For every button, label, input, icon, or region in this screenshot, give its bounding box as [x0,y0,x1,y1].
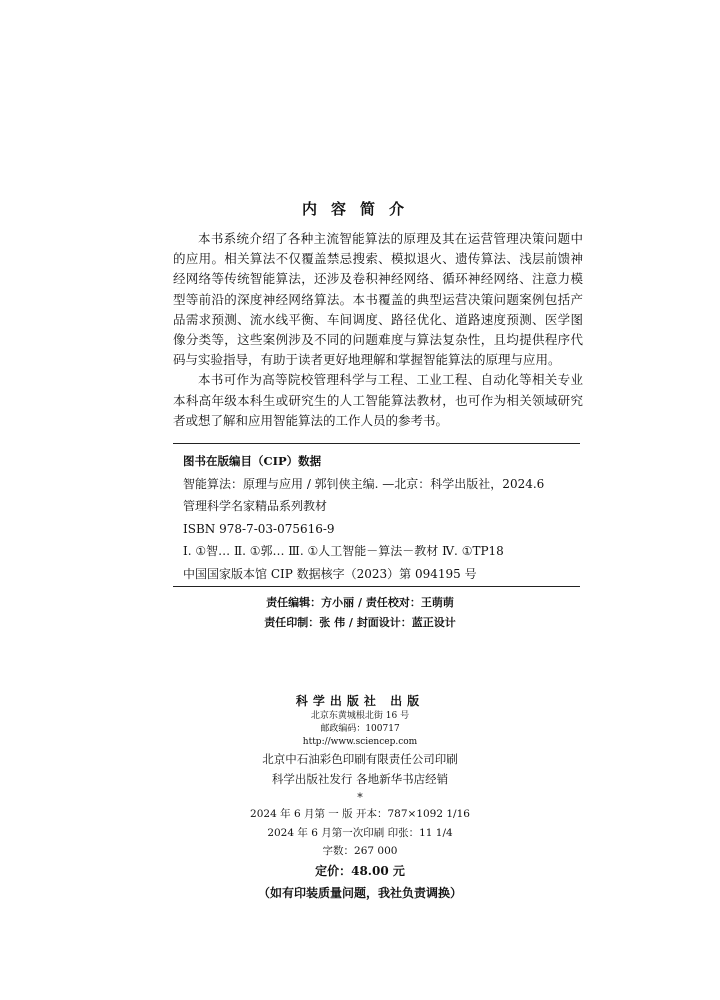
cip-heading: 图书在版编目（CIP）数据 [183,454,322,468]
distribution-line: 科学出版社发行 各地新华书店经销 [271,772,449,786]
editorial-credits [0,593,720,633]
cip-top-divider [173,443,580,444]
quality-notice: （如有印装质量问题，我社负责调换） [257,885,462,900]
cip-isbn-line: ISBN 978-7-03-075616-9 [183,521,335,536]
credits-production-line: 责任印制：张 伟 / 封面设计：蓝正设计 [264,616,456,629]
publisher-address: 北京东黄城根北街 16 号 [310,711,410,721]
publisher-postcode: 邮政编码：100717 [320,724,400,734]
publisher-website: http://www.sciencep.com [302,737,418,747]
printing-line: 2024 年 6 月第一次印刷 印张：11 1/4 [267,826,453,839]
cip-bottom-divider [173,586,580,587]
summary-paragraph-1: 本书系统介绍了各种主流智能算法的原理及其在运营管理决策问题中的应用。相关算法不仅覆盖禁忌搜索、模拟退火、遗传算法、浅层前馈神经网络等传统智能算法，还涉及卷积神经网络、循环神经网络、注意力模型等前沿的深度神经网络算法。本书覆盖的典型运营决策问题案例包括产品需求预测、流水线平衡、车间调度、路径优化、道路速度预测、医学图像分类等，这些案例涉及不同的问题难度与算法复杂性，且均提供程序代码与实验指导，有助于读者更好地理解和掌握智能算法的原理与应用。 [173,231,583,368]
separator-star: * [357,791,363,804]
cip-block [183,450,579,585]
credits-editors-line: 责任编辑：方小丽 / 责任校对：王萌萌 [266,596,454,609]
summary-title: 内容简介 [301,200,418,218]
summary-body [173,229,583,431]
publisher-line: 科学出版社 出版 [295,694,425,708]
cip-record-number-line: 中国国家版本馆 CIP 数据核字（2023）第 094195 号 [183,566,477,581]
cip-classification-line: Ⅰ. ①智… Ⅱ. ①郭… Ⅲ. ①人工智能－算法－教材 Ⅳ. ①TP18 [183,544,504,558]
cip-title-line: 智能算法：原理与应用 / 郭钊侠主编. —北京：科学出版社，2024.6 [183,476,545,491]
summary-paragraph-2: 本书可作为高等院校管理科学与工程、工业工程、自动化等相关专业本科高年级本科生或研究生的人工智能算法教材，也可作为相关领域研究者或想了解和应用智能算法的工作人员的参考书。 [173,372,583,428]
imprint-block [0,692,720,905]
cip-series-line: 管理科学名家精品系列教材 [183,499,328,513]
wordcount-line: 字数：267 000 [322,845,398,857]
price-line: 定价：48.00 元 [315,863,405,878]
printer-line: 北京中石油彩色印刷有限责任公司印刷 [262,752,458,766]
edition-line: 2024 年 6 月第 一 版 开本：787×1092 1/16 [250,808,470,820]
